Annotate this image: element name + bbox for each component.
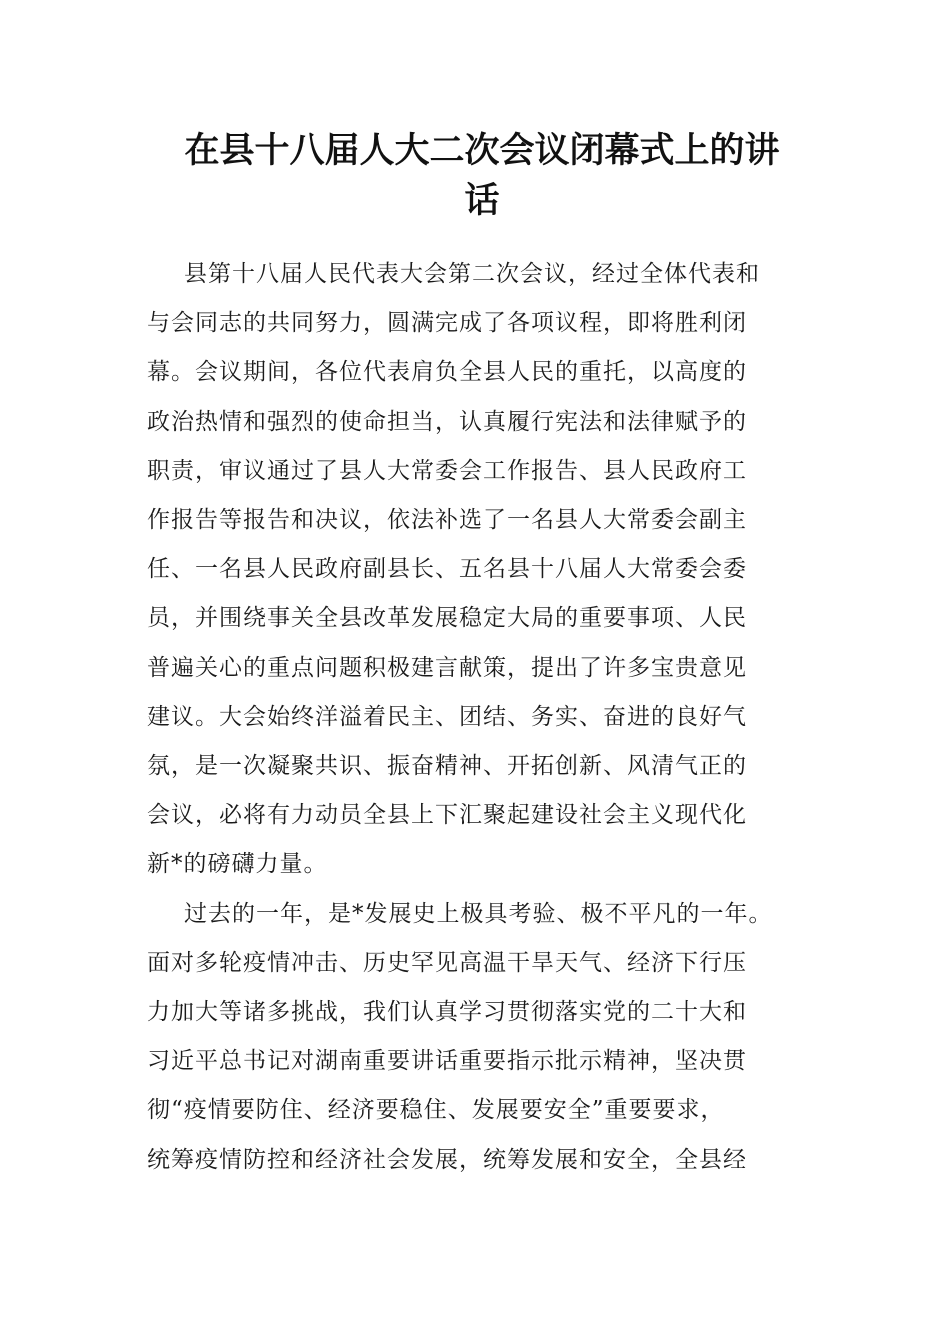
text-line: 任、一名县人民政府副县长、五名县十八届人大常委会委: [147, 556, 747, 583]
text-line: 建议。大会始终洋溢着民主、团结、务实、奋进的良好气: [147, 703, 747, 730]
text-line: 县第十八届人民代表大会第二次会议，经过全体代表和: [184, 261, 760, 287]
text-line: 政治热情和强烈的使命担当，认真履行宪法和法律赋予的: [147, 408, 747, 435]
paragraph-2: [147, 890, 787, 1185]
text-line: 幕。会议期间，各位代表肩负全县人民的重托，以高度的: [147, 359, 747, 386]
text-line: 面对多轮疫情冲击、历史罕见高温干旱天气、经济下行压: [147, 949, 747, 976]
text-line: 员，并围绕事关全县改革发展稳定大局的重要事项、人民: [147, 605, 747, 632]
text-line: 与会同志的共同努力，圆满完成了各项议程，即将胜利闭: [147, 310, 747, 337]
text-line: 统筹疫情防控和经济社会发展，统筹发展和安全，全县经: [147, 1146, 747, 1173]
paragraph-1: [147, 250, 787, 890]
text-line: 氛，是一次凝聚共识、振奋精神、开拓创新、风清气正的: [147, 753, 747, 780]
text-line: 职责，审议通过了县人大常委会工作报告、县人民政府工: [147, 457, 747, 484]
text-line: 力加大等诸多挑战，我们认真学习贯彻落实党的二十大和: [147, 999, 747, 1026]
title-line-1: 在县十八届人大二次会议闭幕式上的讲: [184, 130, 780, 171]
text-line: 新*的磅礴力量。: [147, 851, 328, 878]
document-body: [147, 250, 787, 1185]
text-line: 作报告等报告和决议，依法补选了一名县人大常委会副主: [147, 507, 747, 534]
text-line: 彻“疫情要防住、经济要稳住、发展要安全”重要要求，: [147, 1097, 725, 1124]
text-line: 过去的一年，是*发展史上极具考验、极不平凡的一年。: [184, 900, 773, 927]
text-line: 会议，必将有力动员全县上下汇聚起建设社会主义现代化: [147, 802, 747, 829]
text-line: 习近平总书记对湖南重要讲话重要指示批示精神，坚决贯: [147, 1048, 747, 1075]
title-line-2: 话: [464, 180, 500, 221]
document-title: [147, 126, 817, 226]
text-line: 普遍关心的重点问题积极建言献策，提出了许多宝贵意见: [147, 654, 747, 681]
